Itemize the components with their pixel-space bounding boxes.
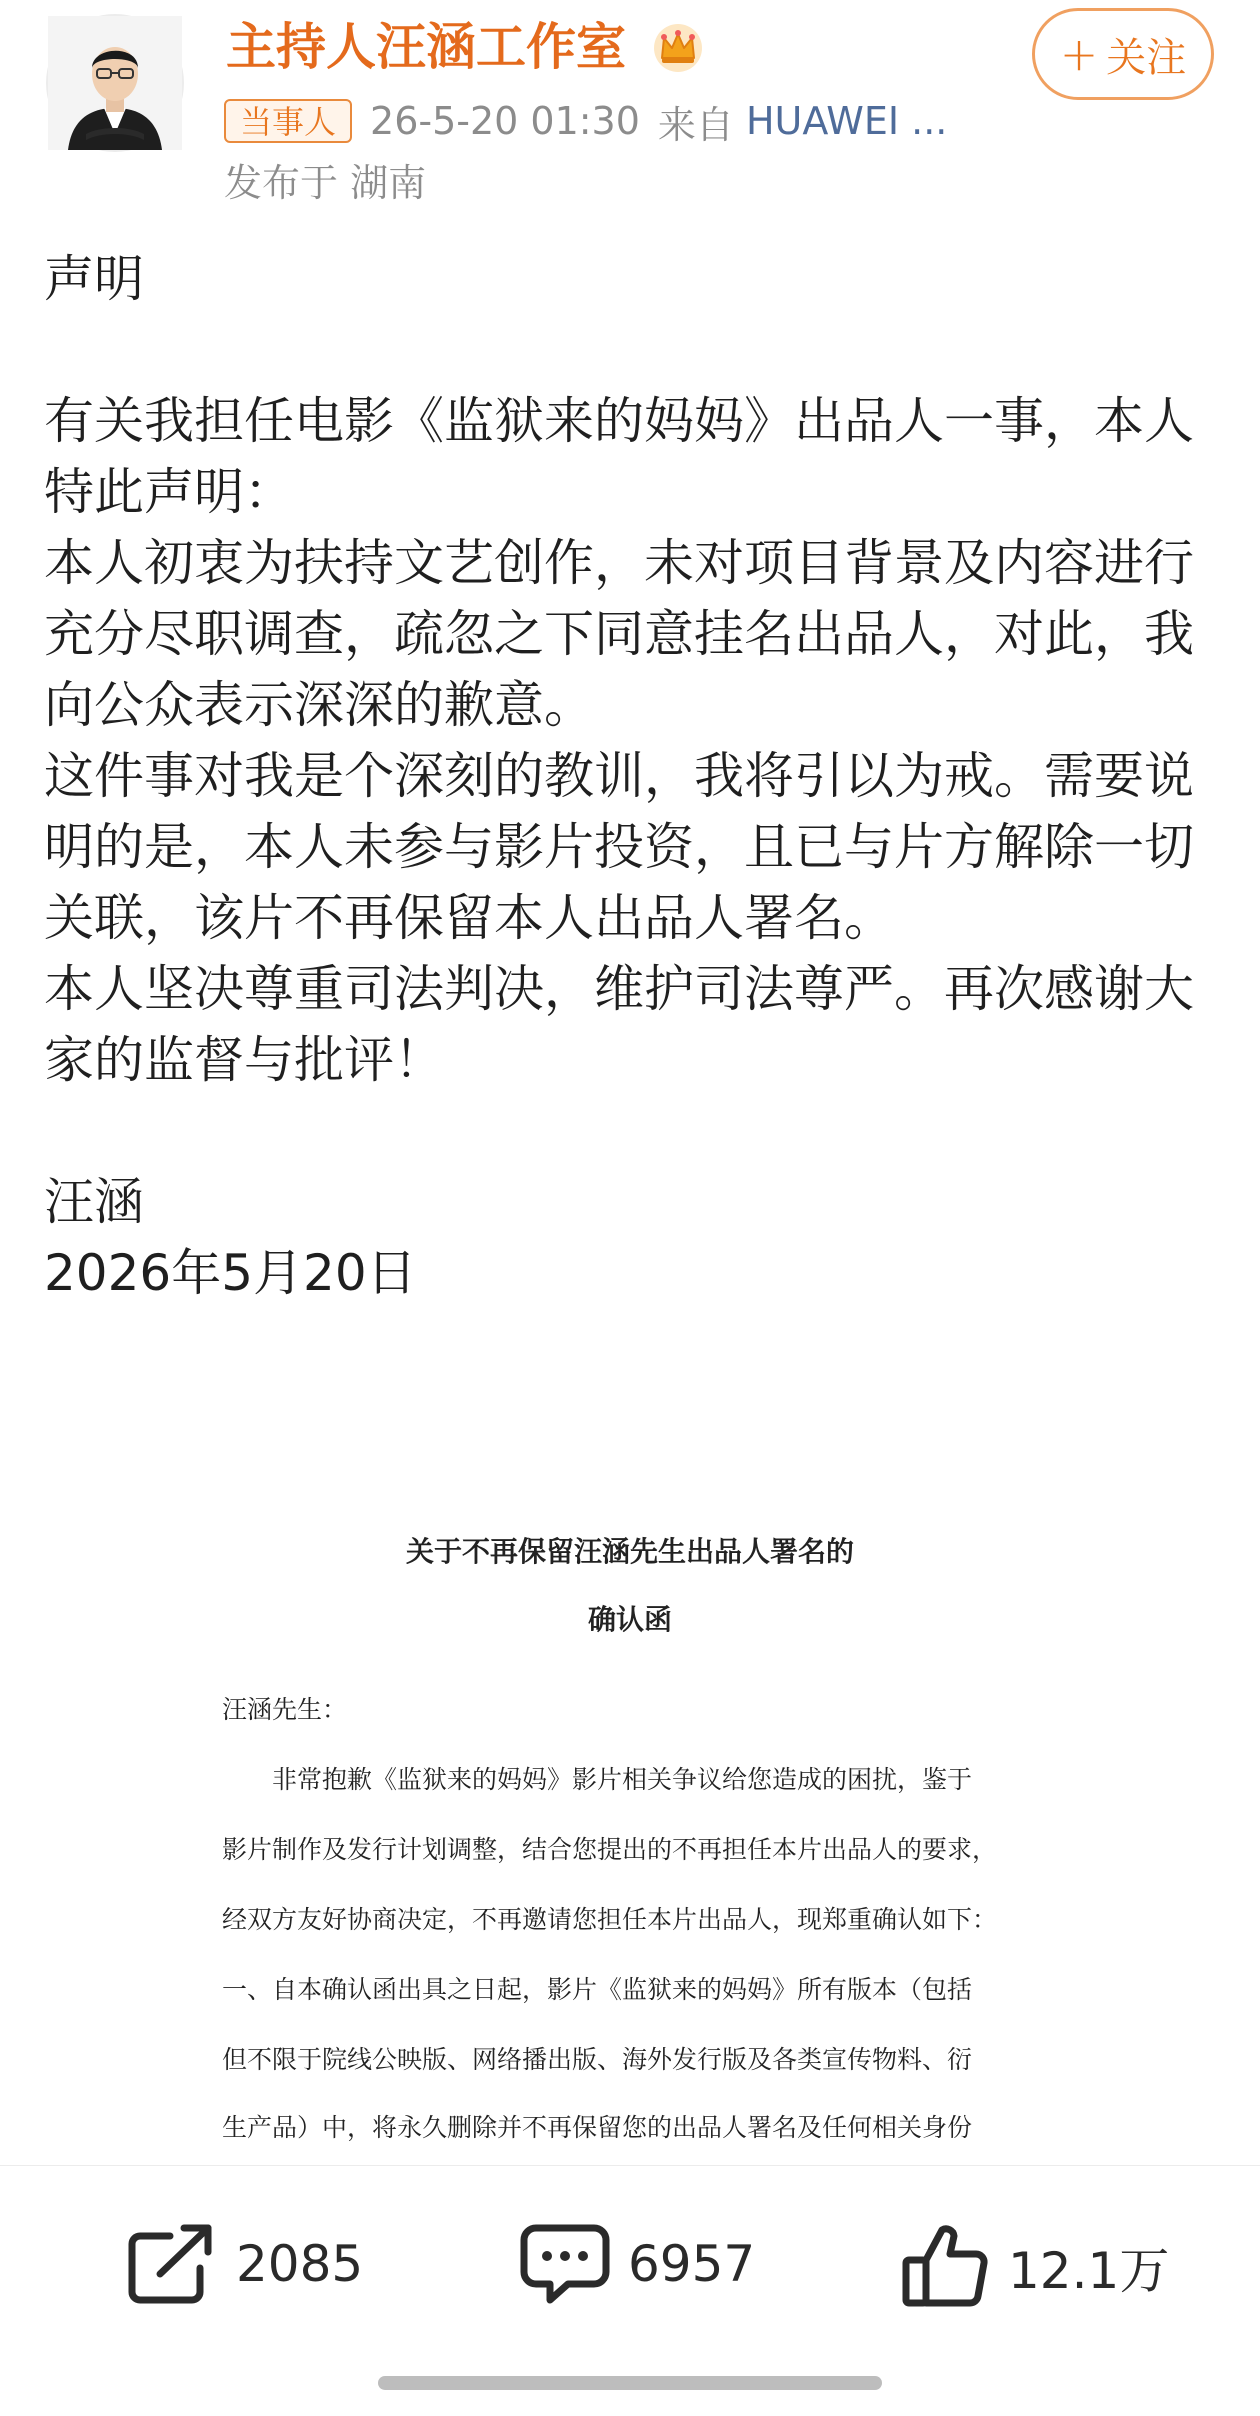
crown-icon [650,18,706,74]
post-source[interactable]: HUAWEI ... [745,99,948,143]
follow-label: 关注 [1106,34,1187,81]
home-indicator[interactable] [378,2376,882,2390]
post-meta [224,96,947,146]
comment-button[interactable] [520,2222,755,2306]
follow-button[interactable] [1032,8,1214,100]
comment-count: 6957 [628,2235,756,2293]
repost-button[interactable] [126,2222,363,2306]
repost-icon [126,2222,218,2306]
confirmation-letter-image[interactable] [0,1460,1260,2165]
letter-line: 但不限于院线公映版、网络播出版、海外发行版及各类宣传物料、衍 [222,2045,973,2074]
source-prefix: 来自 [657,102,734,147]
action-bar [0,2165,1260,2356]
plus-icon: + [1059,27,1099,81]
statement-title: 声明 [44,250,144,308]
letter-line: 经双方友好协商决定，不再邀请您担任本片出品人，现郑重确认如下： [222,1905,998,1934]
letter-line: 非常抱歉《监狱来的妈妈》影片相关争议给您造成的困扰，鉴于 [222,1765,973,1794]
post-timestamp: 26-5-20 01:30 [370,99,640,143]
party-badge: 当事人 [224,99,352,143]
comment-icon [520,2222,610,2306]
like-button[interactable] [900,2222,1169,2312]
letter-title-line-2: 确认函 [587,1603,672,1636]
like-count: 12.1万 [1008,2242,1170,2300]
statement-paragraph-2: 本人初衷为扶持文艺创作，未对项目背景及内容进行充分尽职调查，疏忽之下同意挂名出品人，对此，我向公众表示深深的歉意。 [44,534,1194,734]
statement-paragraph-1: 有关我担任电影《监狱来的妈妈》出品人一事，本人特此声明： [44,392,1194,521]
thumbs-up-icon [900,2222,990,2312]
letter-title-line-1: 关于不再保留汪涵先生出品人署名的 [405,1535,854,1568]
letter-line: 影片制作及发行计划调整，结合您提出的不再担任本片出品人的要求， [222,1835,998,1864]
statement-date: 2026年5月20日 [44,1244,417,1302]
avatar-portrait-icon [48,16,182,150]
statement-paragraph-4: 本人坚决尊重司法判决，维护司法尊严。再次感谢大家的监督与批评！ [44,960,1194,1089]
statement-signature: 汪涵 [44,1173,144,1231]
post-location: 发布于 湖南 [224,161,427,205]
post-body [44,244,1224,1309]
repost-count: 2085 [236,2235,364,2293]
author-name[interactable]: 主持人汪涵工作室 [226,18,626,76]
letter-line: 汪涵先生： [222,1695,348,1724]
letter-line: 生产品）中，将永久删除并不再保留您的出品人署名及任何相关身份 [222,2113,973,2142]
avatar[interactable] [46,14,184,152]
statement-paragraph-3: 这件事对我是个深刻的教训，我将引以为戒。需要说明的是，本人未参与影片投资，且已与片方解除一切关联，该片不再保留本人出品人署名。 [44,747,1194,947]
letter-line: 一、自本确认函出具之日起，影片《监狱来的妈妈》所有版本（包括 [222,1975,973,2004]
